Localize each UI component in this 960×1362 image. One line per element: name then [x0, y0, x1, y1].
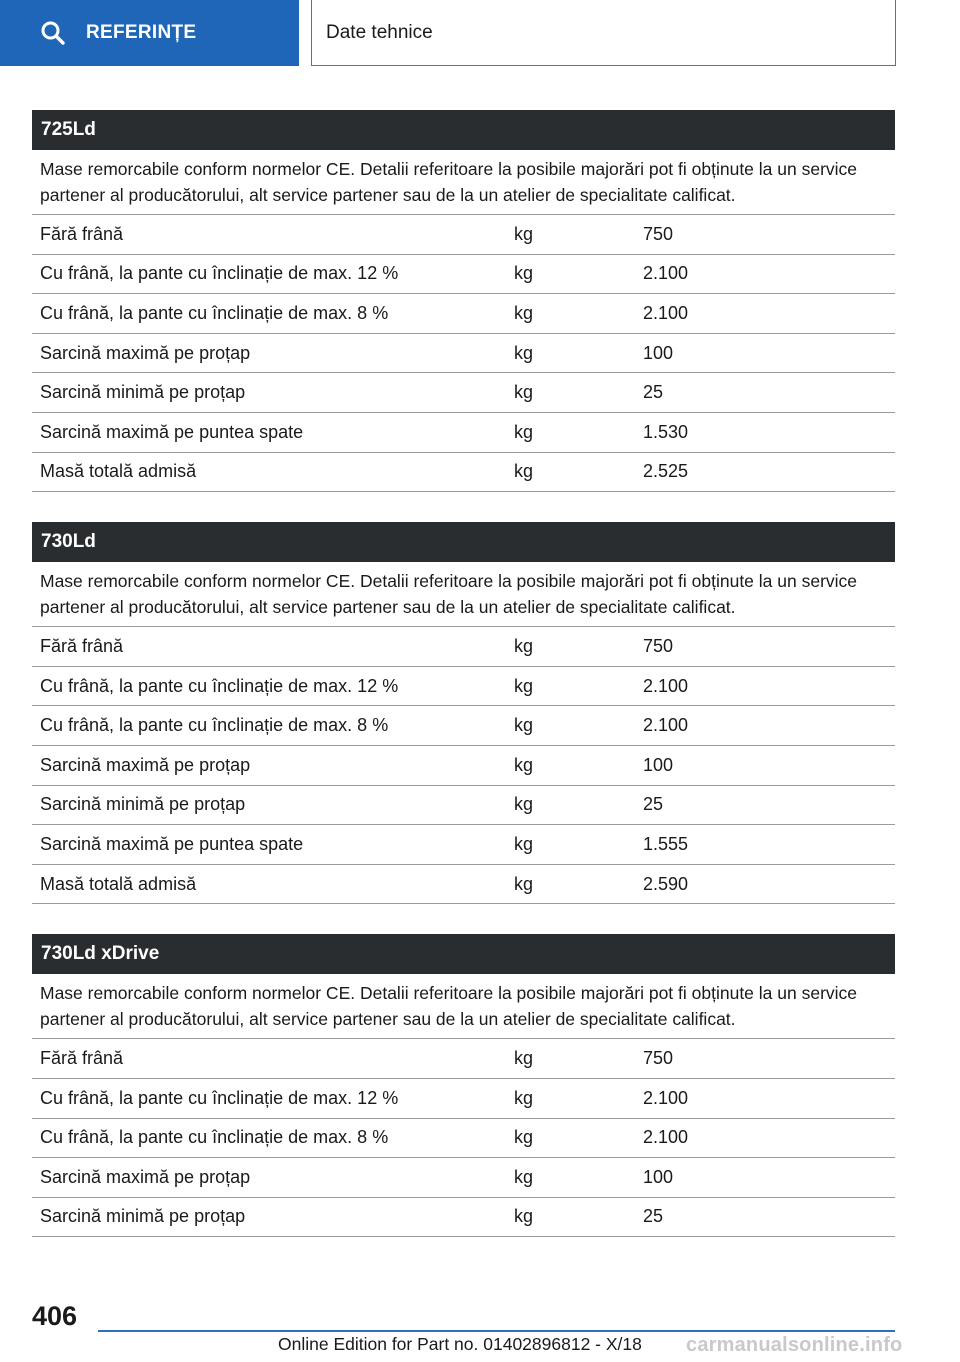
row-label: Sarcină minimă pe proțap — [40, 1206, 246, 1227]
section-title: Date tehnice — [326, 21, 433, 43]
spec-section-725ld — [32, 110, 895, 492]
row-label: Sarcină maximă pe puntea spate — [40, 421, 304, 442]
table-row — [32, 334, 895, 374]
row-value: 2.100 — [643, 715, 689, 736]
references-tab[interactable] — [0, 0, 299, 66]
table-row — [32, 786, 895, 826]
row-unit: kg — [514, 794, 534, 815]
row-label: Cu frână, la pante cu înclinație de max. 12 % — [40, 675, 399, 696]
section-header: 730Ld — [32, 522, 895, 562]
row-value: 100 — [643, 754, 674, 775]
page-number: 406 — [32, 1301, 78, 1331]
row-label: Fără frână — [40, 223, 124, 244]
footer-divider — [98, 1330, 895, 1332]
table-row — [32, 1158, 895, 1198]
row-label: Fără frână — [40, 635, 124, 656]
row-label: Cu frână, la pante cu înclinație de max. 8 % — [40, 302, 389, 323]
row-unit: kg — [514, 715, 534, 736]
spec-section-730ld-xdrive — [32, 934, 895, 1237]
row-unit: kg — [514, 635, 534, 656]
table-row — [32, 453, 895, 493]
row-unit: kg — [514, 461, 534, 482]
section-title-tab[interactable] — [311, 0, 896, 66]
row-value: 2.100 — [643, 675, 689, 696]
row-label: Cu frână, la pante cu înclinație de max. 12 % — [40, 1087, 399, 1108]
row-unit: kg — [514, 675, 534, 696]
row-value: 25 — [643, 1206, 664, 1227]
row-value: 750 — [643, 223, 674, 244]
edition-text: Online Edition for Part no. 01402896812 - X/18 — [278, 1334, 642, 1354]
row-unit: kg — [514, 1127, 534, 1148]
row-value: 2.100 — [643, 1087, 689, 1108]
section-description: Mase remorcabile conform normelor CE. Detalii referitoare la posibile majorări pot fi obținute la un service partener al producătorului, alt service partener sau de la un atelier de specialitate calificat. — [32, 562, 895, 627]
table-row — [32, 865, 895, 905]
table-row — [32, 746, 895, 786]
row-label: Cu frână, la pante cu înclinație de max. 12 % — [40, 263, 399, 284]
row-value: 750 — [643, 635, 674, 656]
row-value: 2.525 — [643, 461, 689, 482]
references-tab-label: REFERINȚE — [86, 22, 197, 43]
row-value: 2.100 — [643, 1127, 689, 1148]
row-unit: kg — [514, 421, 534, 442]
section-header: 730Ld xDrive — [32, 934, 895, 974]
row-value: 25 — [643, 382, 664, 403]
row-label: Sarcină maximă pe proțap — [40, 342, 251, 363]
row-value: 2.100 — [643, 302, 689, 323]
table-row — [32, 1198, 895, 1238]
row-label: Fără frână — [40, 1048, 124, 1069]
table-row — [32, 413, 895, 453]
content — [32, 110, 895, 1267]
row-unit: kg — [514, 1087, 534, 1108]
row-unit: kg — [514, 873, 534, 894]
table-row — [32, 215, 895, 255]
row-label: Sarcină maximă pe puntea spate — [40, 833, 304, 854]
table-row — [32, 627, 895, 667]
row-label: Sarcină minimă pe proțap — [40, 382, 246, 403]
spec-section-730ld — [32, 522, 895, 904]
row-value: 1.530 — [643, 421, 689, 442]
table-row — [32, 825, 895, 865]
row-label: Masă totală admisă — [40, 461, 197, 482]
watermark: carmanualsonline.info — [686, 1334, 903, 1356]
row-unit: kg — [514, 263, 534, 284]
table-row — [32, 294, 895, 334]
row-label: Sarcină maximă pe proțap — [40, 754, 251, 775]
row-unit: kg — [514, 833, 534, 854]
row-unit: kg — [514, 382, 534, 403]
table-row — [32, 706, 895, 746]
row-value: 100 — [643, 1166, 674, 1187]
row-unit: kg — [514, 223, 534, 244]
row-label: Masă totală admisă — [40, 873, 197, 894]
row-label: Cu frână, la pante cu înclinație de max. 8 % — [40, 715, 389, 736]
row-unit: kg — [514, 754, 534, 775]
section-header: 725Ld — [32, 110, 895, 150]
row-value: 750 — [643, 1048, 674, 1069]
row-label: Sarcină maximă pe proțap — [40, 1166, 251, 1187]
row-value: 2.100 — [643, 263, 689, 284]
row-label: Sarcină minimă pe proțap — [40, 794, 246, 815]
row-unit: kg — [514, 302, 534, 323]
row-value: 2.590 — [643, 873, 689, 894]
table-row — [32, 1119, 895, 1159]
row-unit: kg — [514, 1048, 534, 1069]
row-unit: kg — [514, 342, 534, 363]
row-value: 1.555 — [643, 833, 689, 854]
table-row — [32, 255, 895, 295]
table-row — [32, 667, 895, 707]
table-row — [32, 373, 895, 413]
row-unit: kg — [514, 1206, 534, 1227]
table-row — [32, 1079, 895, 1119]
section-description: Mase remorcabile conform normelor CE. Detalii referitoare la posibile majorări pot fi obținute la un service partener al producătorului, alt service partener sau de la un atelier de specialitate calificat. — [32, 150, 895, 215]
row-label: Cu frână, la pante cu înclinație de max. 8 % — [40, 1127, 389, 1148]
search-icon — [40, 20, 66, 46]
table-row — [32, 1039, 895, 1079]
row-value: 25 — [643, 794, 664, 815]
section-description: Mase remorcabile conform normelor CE. Detalii referitoare la posibile majorări pot fi obținute la un service partener al producătorului, alt service partener sau de la un atelier de specialitate calificat. — [32, 974, 895, 1039]
row-unit: kg — [514, 1166, 534, 1187]
row-value: 100 — [643, 342, 674, 363]
